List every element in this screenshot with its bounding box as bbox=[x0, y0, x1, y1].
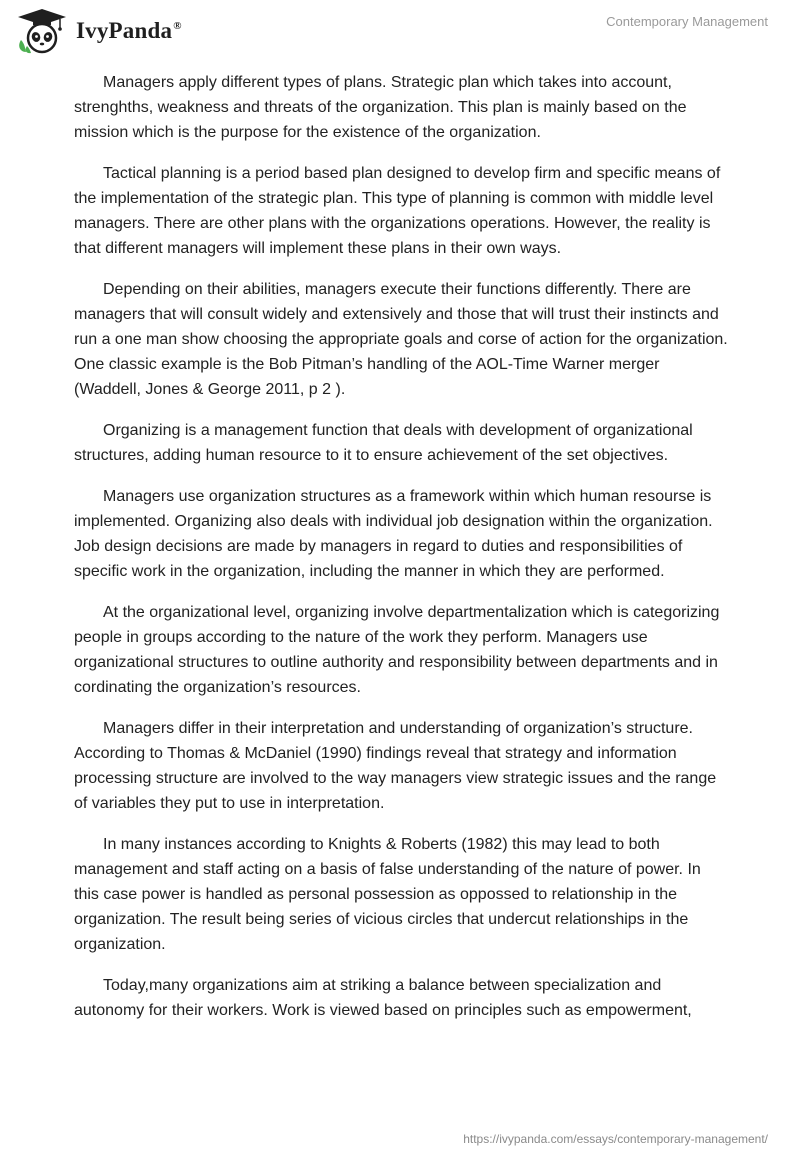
panda-graduate-icon bbox=[16, 8, 68, 54]
paragraph: Organizing is a management function that deals with development of organizational structures, adding human resource to it to ensure achievement of the set objectives. bbox=[74, 422, 693, 464]
document-title: Contemporary Management bbox=[606, 14, 768, 29]
paragraph: Depending on their abilities, managers execute their functions differently. There are managers that will consult widely and extensively and those that will trust their instincts and run a one man show choosing the appropriate goals and corse of action for the organization. One classic example is the Bob Pitman’s handling of the AOL-Time Warner merger (Waddell, Jones & George 2011, p 2 ). bbox=[74, 281, 728, 398]
source-url-link[interactable]: https://ivypanda.com/essays/contemporary-management/ bbox=[463, 1132, 768, 1146]
page-header bbox=[0, 0, 800, 60]
essay-body bbox=[74, 70, 730, 1039]
paragraph: Managers apply different types of plans. Strategic plan which takes into account, strenghths, weakness and threats of the organization. This plan is mainly based on the mission which is the purpose for the existence of the organization. bbox=[74, 74, 687, 141]
paragraph: Tactical planning is a period based plan designed to develop firm and specific means of the implementation of the strategic plan. This type of planning is common with middle level managers. There are other plans with the organizations operations. However, the reality is that different managers will implement these plans in their own ways. bbox=[74, 165, 721, 257]
paragraph: Today,many organizations aim at striking a balance between specialization and autonomy for their workers. Work is viewed based on principles such as empowerment, bbox=[74, 977, 692, 1019]
ivypanda-logo[interactable] bbox=[16, 8, 182, 54]
paragraph: Managers differ in their interpretation and understanding of organization’s structure. According to Thomas & McDaniel (1990) findings reveal that strategy and information processing structure are involved to the way managers view strategic issues and the range of variables they put to use in interpretation. bbox=[74, 720, 717, 812]
paragraph: Managers use organization structures as a framework within which human resourse is implemented. Organizing also deals with individual job designation within the organization. Job design decisions are made by managers in regard to duties and responsibilities of specific work in the organization, including the manner in which they are performed. bbox=[74, 488, 713, 580]
paragraph: At the organizational level, organizing involve departmentalization which is categorizing people in groups according to the nature of the work they perform. Managers use organizational structures to outline authority and responsibility between departments and in cordinating the organization’s resources. bbox=[74, 604, 720, 696]
logo-wordmark: IvyPanda® bbox=[76, 18, 182, 43]
paragraph: In many instances according to Knights & Roberts (1982) this may lead to both management and staff acting on a basis of false understanding of the nature of power. In this case power is handled as personal possession as oppossed to relationship in the organization. The result being series of vicious circles that undercut relationships in the organization. bbox=[74, 836, 701, 953]
